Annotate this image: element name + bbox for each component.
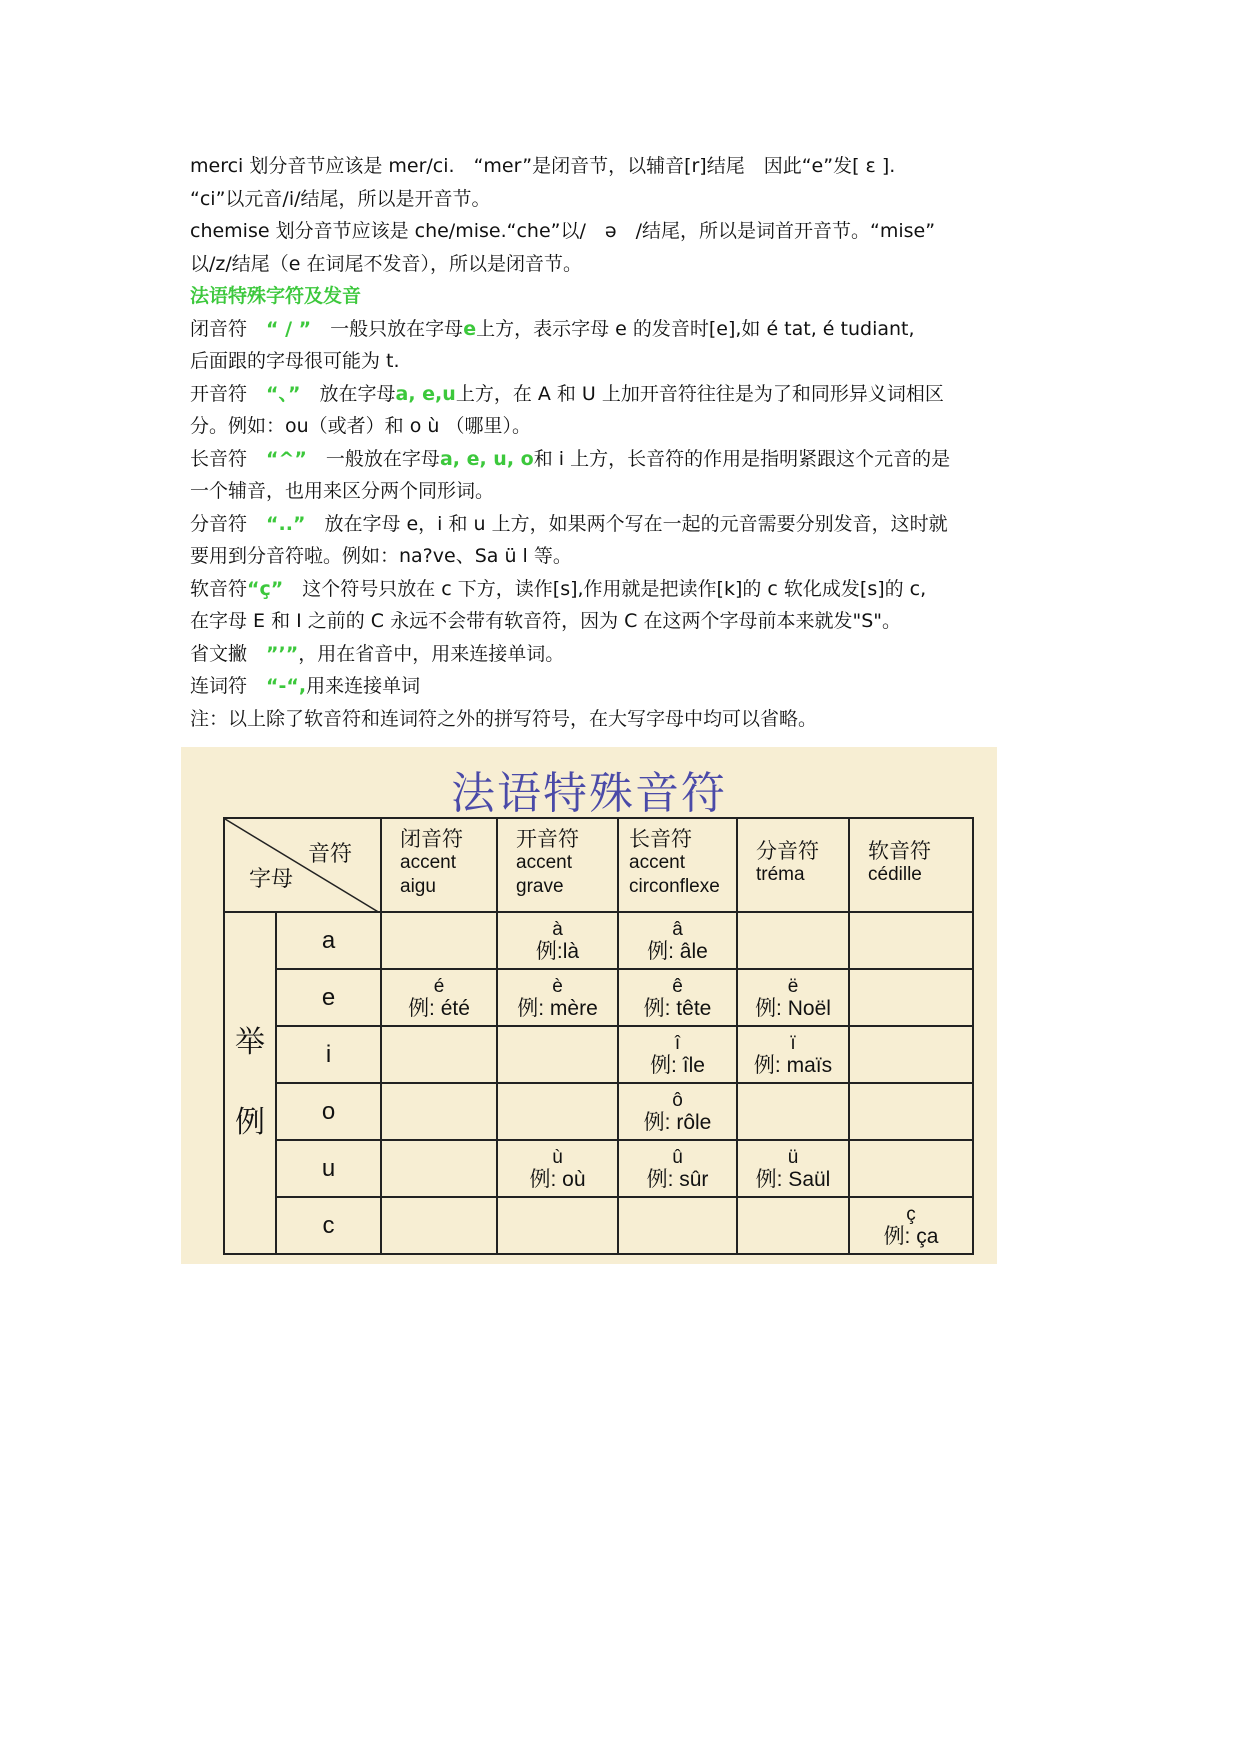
accent-char: û bbox=[672, 1146, 683, 1168]
header-zh: 分音符 bbox=[756, 839, 819, 863]
text: 放在字母 bbox=[300, 382, 396, 405]
example-cell bbox=[497, 1140, 618, 1197]
row-letter: u bbox=[276, 1140, 381, 1197]
symbol: “ç” bbox=[247, 577, 284, 600]
header-aigu bbox=[381, 818, 497, 912]
empty-cell bbox=[381, 1026, 497, 1083]
header-fr: cédille bbox=[868, 864, 922, 885]
corner-top-label: 音符 bbox=[307, 842, 352, 867]
accent-table bbox=[223, 817, 974, 1255]
empty-cell bbox=[737, 1197, 849, 1254]
example-word: 例: Saül bbox=[755, 1167, 831, 1191]
paragraph-line: “ci”以元音/i/结尾，所以是开音节。 bbox=[190, 187, 491, 210]
header-fr: aigu bbox=[400, 876, 436, 897]
header-fr: accent bbox=[629, 852, 685, 873]
example-word: 例: où bbox=[529, 1167, 586, 1191]
accent-char: â bbox=[672, 918, 683, 940]
example-word: 例: été bbox=[408, 996, 470, 1020]
example-word: 例: ça bbox=[883, 1224, 939, 1248]
letters: a, e,u bbox=[395, 382, 456, 405]
row-letter: c bbox=[276, 1197, 381, 1254]
trema-line bbox=[190, 508, 1070, 541]
empty-cell bbox=[737, 912, 849, 969]
accent-char: ù bbox=[552, 1146, 563, 1168]
text: 一般只放在字母 bbox=[311, 317, 464, 340]
example-word: 例: Noël bbox=[755, 996, 831, 1020]
text: 上方，表示字母 e 的发音时[e],如 é tat, é tudiant, bbox=[476, 317, 915, 340]
paragraph-line: 分。例如：ou（或者）和 o ù （哪里）。 bbox=[190, 415, 531, 437]
paragraph-line: 要用到分音符啦。例如：na?ve、Sa ü l 等。 bbox=[190, 545, 572, 567]
example-cell bbox=[849, 1197, 973, 1254]
label: 长音符 bbox=[190, 447, 267, 470]
accent-char: à bbox=[552, 918, 563, 940]
table-row bbox=[224, 1083, 973, 1140]
example-word: 例: rôle bbox=[643, 1110, 712, 1134]
example-word: 例: sûr bbox=[646, 1167, 709, 1191]
header-cedille bbox=[849, 818, 973, 912]
label: 软音符 bbox=[190, 577, 248, 600]
header-circonflexe bbox=[618, 818, 737, 912]
table-row bbox=[224, 912, 973, 969]
example-cell bbox=[618, 1083, 737, 1140]
example-word: 例: âle bbox=[647, 939, 708, 963]
header-trema bbox=[737, 818, 849, 912]
note-line: 注：以上除了软音符和连词符之外的拼写符号，在大写字母中均可以省略。 bbox=[190, 707, 818, 730]
paragraph-line: 一个辅音，也用来区分两个同形词。 bbox=[190, 480, 495, 502]
example-cell bbox=[618, 912, 737, 969]
example-word: 例:là bbox=[535, 939, 580, 963]
example-cell bbox=[618, 1140, 737, 1197]
accent-char: ë bbox=[787, 975, 799, 997]
example-cell bbox=[618, 969, 737, 1026]
example-word: 例: tête bbox=[643, 996, 712, 1020]
example-cell bbox=[381, 969, 497, 1026]
symbol: “..” bbox=[266, 512, 306, 535]
header-zh: 开音符 bbox=[516, 827, 579, 851]
text: 用来连接单词 bbox=[306, 675, 421, 697]
letters: e bbox=[463, 317, 477, 340]
table-header-row bbox=[224, 818, 973, 912]
symbol: “-“, bbox=[266, 675, 307, 697]
header-fr: accent bbox=[516, 852, 572, 873]
accent-char: ô bbox=[672, 1089, 683, 1111]
text: ，用在省音中，用来连接单词。 bbox=[298, 642, 565, 665]
empty-cell bbox=[381, 1083, 497, 1140]
text: 和 i 上方，长音符的作用是指明紧跟这个元音的是 bbox=[533, 447, 951, 470]
corner-cell bbox=[224, 818, 381, 912]
text-block bbox=[190, 150, 1070, 735]
label: 连词符 bbox=[190, 675, 267, 697]
cedille-line bbox=[190, 573, 1070, 606]
empty-cell bbox=[849, 1083, 973, 1140]
example-word: 例: maïs bbox=[753, 1053, 833, 1077]
symbol: “^” bbox=[266, 447, 307, 470]
table-row bbox=[224, 1026, 973, 1083]
empty-cell bbox=[497, 1197, 618, 1254]
section-heading: 法语特殊字符及发音 bbox=[190, 285, 362, 307]
accent-char: ç bbox=[906, 1203, 916, 1225]
apostrophe-line bbox=[190, 638, 1070, 671]
text: 放在字母 e，i 和 u 上方，如果两个写在一起的元音需要分别发音，这时就 bbox=[305, 512, 948, 535]
example-cell bbox=[497, 969, 618, 1026]
text: 上方，在 A 和 U 上加开音符往往是为了和同形异义词相区 bbox=[455, 382, 944, 405]
text: 一般放在字母 bbox=[306, 447, 440, 470]
example-word: 例: mère bbox=[517, 996, 598, 1020]
accent-char: ï bbox=[790, 1032, 796, 1054]
paragraph-line: 以/z/结尾（e 在词尾不发音），所以是闭音节。 bbox=[190, 252, 583, 275]
header-zh: 长音符 bbox=[629, 827, 692, 851]
accent-char: î bbox=[674, 1032, 681, 1054]
empty-cell bbox=[849, 1026, 973, 1083]
row-letter: a bbox=[276, 912, 381, 969]
empty-cell bbox=[737, 1083, 849, 1140]
table-row bbox=[224, 1197, 973, 1254]
label: 分音符 bbox=[190, 512, 267, 535]
header-fr: grave bbox=[516, 876, 564, 897]
accent-char: ü bbox=[787, 1146, 799, 1168]
paragraph-line: merci 划分音节应该是 mer/ci. “mer”是闭音节，以辅音[r]结尾 因此“e”发[ ɛ ]. bbox=[190, 155, 896, 177]
table-row bbox=[224, 1140, 973, 1197]
circonflexe-line bbox=[190, 443, 1070, 476]
paragraph-line: 在字母 E 和 I 之前的 C 永远不会带有软音符，因为 C 在这两个字母前本来就发"S"。 bbox=[190, 610, 901, 632]
example-cell bbox=[497, 912, 618, 969]
row-letter: e bbox=[276, 969, 381, 1026]
empty-cell bbox=[849, 1140, 973, 1197]
empty-cell bbox=[849, 912, 973, 969]
symbol: “、” bbox=[266, 382, 301, 405]
symbol: ”’” bbox=[266, 642, 299, 665]
label: 开音符 bbox=[190, 382, 267, 405]
text: 这个符号只放在 c 下方，读作[s],作用就是把读作[k]的 c 软化成发[s]的 c, bbox=[283, 577, 927, 600]
header-zh: 软音符 bbox=[868, 839, 931, 863]
example-cell bbox=[737, 1026, 849, 1083]
accent-char: é bbox=[433, 975, 445, 997]
figure-title: 法语特殊音符 bbox=[451, 768, 727, 819]
accent-char: è bbox=[552, 975, 563, 997]
label: 闭音符 bbox=[190, 317, 267, 340]
symbol: “ / ” bbox=[266, 317, 312, 340]
example-cell bbox=[737, 1140, 849, 1197]
example-cell bbox=[737, 969, 849, 1026]
side-label bbox=[224, 912, 276, 1254]
row-letter: o bbox=[276, 1083, 381, 1140]
side-char: 例 bbox=[235, 1105, 265, 1140]
example-word: 例: île bbox=[650, 1053, 705, 1077]
empty-cell bbox=[381, 912, 497, 969]
label: 省文撇 bbox=[190, 642, 267, 665]
paragraph-line: 后面跟的字母很可能为 t. bbox=[190, 350, 400, 372]
table-row bbox=[224, 969, 973, 1026]
header-fr: circonflexe bbox=[629, 876, 720, 897]
empty-cell bbox=[618, 1197, 737, 1254]
header-grave bbox=[497, 818, 618, 912]
header-fr: accent bbox=[400, 852, 456, 873]
empty-cell bbox=[497, 1026, 618, 1083]
empty-cell bbox=[381, 1197, 497, 1254]
hyphen-line bbox=[190, 670, 1070, 703]
letters: a, e, u, o bbox=[439, 447, 534, 470]
example-cell bbox=[618, 1026, 737, 1083]
empty-cell bbox=[849, 969, 973, 1026]
empty-cell bbox=[497, 1083, 618, 1140]
header-fr: tréma bbox=[756, 864, 805, 885]
row-letter: i bbox=[276, 1026, 381, 1083]
side-char: 举 bbox=[235, 1025, 265, 1060]
accent-table-figure bbox=[181, 747, 997, 1264]
accent-grave-line bbox=[190, 378, 1070, 411]
accent-aigu-line bbox=[190, 313, 1070, 346]
accent-char: ê bbox=[672, 975, 683, 997]
paragraph-line: chemise 划分音节应该是 che/mise.“che”以/ ə /结尾，所以是词首开音节。“mise” bbox=[190, 220, 936, 242]
corner-bottom-label: 字母 bbox=[249, 867, 294, 892]
header-zh: 闭音符 bbox=[400, 827, 463, 851]
empty-cell bbox=[381, 1140, 497, 1197]
